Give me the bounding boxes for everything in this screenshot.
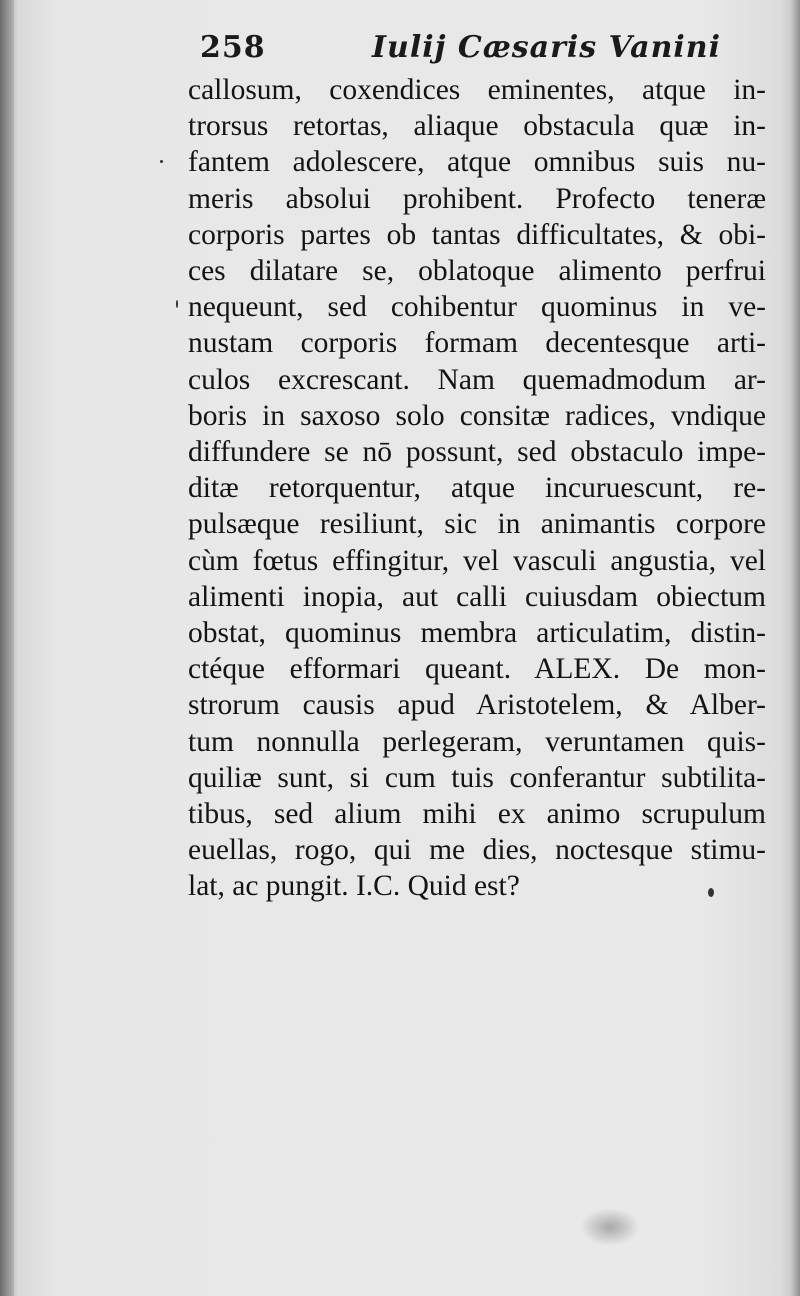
- page-gutter-shadow: [0, 0, 14, 1296]
- text-line: lat, ac pungit. I.C. Quid est?: [188, 870, 520, 903]
- text-line: boris in saxoso solo consitæ radices, vndique: [188, 399, 766, 432]
- text-line: ditæ retorquentur, atque incuruescunt, re-: [188, 472, 766, 505]
- text-line: nustam corporis formam decentesque arti-: [188, 327, 766, 360]
- text-line: quiliæ sunt, si cum tuis conferantur subtilita-: [188, 761, 766, 794]
- text-line: obstat, quominus membra articulatim, distin-: [188, 617, 766, 650]
- text-line: nequeunt, sed cohibentur quominus in ve-: [188, 291, 766, 324]
- ink-speck: [176, 300, 178, 308]
- text-line: strorum causis apud Aristotelem, & Alber-: [188, 689, 766, 722]
- text-line: cùm fœtus effingitur, vel vasculi angustia, vel: [188, 544, 766, 577]
- text-line: alimenti inopia, aut calli cuiusdam obiectum: [188, 580, 766, 613]
- page-header: [200, 30, 760, 74]
- text-line: ces dilatare se, oblatoque alimento perfrui: [188, 255, 766, 288]
- page-edge-shadow: [790, 0, 800, 1296]
- text-line: euellas, rogo, qui me dies, noctesque stimu-: [188, 834, 766, 867]
- body-text: [188, 72, 766, 905]
- text-line: tum nonnulla perlegeram, veruntamen quis-: [188, 725, 766, 758]
- text-line: trorsus retortas, aliaque obstacula quæ in-: [188, 110, 766, 143]
- text-line: fantem adolescere, atque omnibus suis nu-: [188, 146, 766, 179]
- text-line: tibus, sed alium mihi ex animo scrupulum: [188, 798, 766, 831]
- text-line: diffundere se nō possunt, sed obstaculo impe-: [188, 436, 766, 469]
- text-line: culos excrescant. Nam quemadmodum ar-: [188, 363, 766, 396]
- page-number: 258: [200, 30, 266, 65]
- ink-speck: [708, 888, 714, 897]
- text-line: corporis partes ob tantas difficultates, & obi-: [188, 218, 766, 251]
- paper-smudge: [580, 1208, 640, 1246]
- text-line: ctéque efformari queant. ALEX. De mon-: [188, 653, 766, 686]
- text-line: meris absolui prohibent. Profecto teneræ: [188, 182, 766, 215]
- text-line: callosum, coxendices eminentes, atque in-: [188, 74, 766, 106]
- text-line: pulsæque resiliunt, sic in animantis corpore: [188, 508, 766, 541]
- ink-speck: [160, 160, 163, 163]
- running-head: Iulij Cæsaris Vanini: [372, 30, 722, 65]
